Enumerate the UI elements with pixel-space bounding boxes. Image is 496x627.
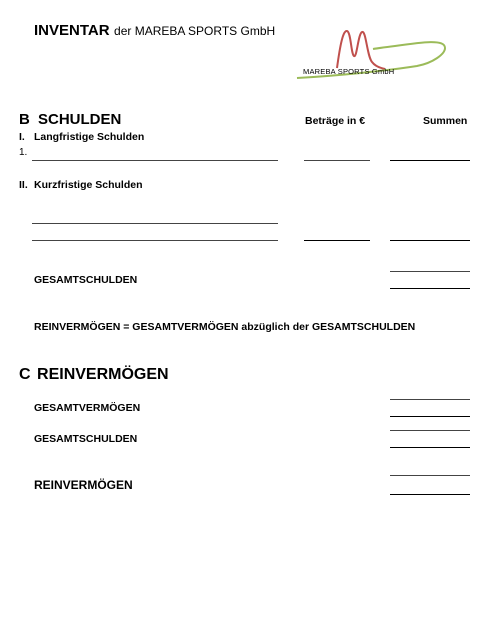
c-total-assets-label: GESAMTVERMÖGEN bbox=[34, 402, 141, 414]
entry-line-short-2 bbox=[32, 240, 278, 241]
company-logo bbox=[295, 28, 450, 84]
sum-line-2 bbox=[390, 240, 470, 241]
total-line-top bbox=[390, 271, 470, 272]
c-net-assets-label: REINVERMÖGEN bbox=[34, 478, 133, 492]
subsection-1-label: Langfristige Schulden bbox=[34, 131, 145, 143]
total-debts-label: GESAMTSCHULDEN bbox=[34, 274, 138, 286]
logo-text: MAREBA SPORTS GmbH bbox=[303, 67, 395, 76]
subsection-2-label: Kurzfristige Schulden bbox=[34, 179, 143, 191]
subsection-2-number: II. bbox=[19, 179, 28, 191]
item-1-number: 1. bbox=[19, 147, 28, 158]
entry-line-short-1 bbox=[32, 223, 278, 224]
section-b-heading bbox=[19, 111, 121, 128]
amount-line-2 bbox=[304, 240, 370, 241]
column-header-amounts: Beträge in € bbox=[305, 115, 366, 127]
net-assets-formula: REINVERMÖGEN = GESAMTVERMÖGEN abzüglich der GESAMTSCHULDEN bbox=[34, 321, 416, 333]
sum-line-1 bbox=[390, 160, 470, 161]
subsection-1-number: I. bbox=[19, 131, 25, 143]
column-header-sums: Summen bbox=[423, 115, 468, 127]
entry-line-long-1 bbox=[32, 160, 278, 161]
c-row3-line-top bbox=[390, 475, 470, 476]
section-c-letter: C bbox=[19, 366, 31, 383]
c-row1-line-bottom bbox=[390, 416, 470, 417]
c-row2-line-top bbox=[390, 430, 470, 431]
total-line-bottom bbox=[390, 288, 470, 289]
document-title bbox=[34, 22, 275, 40]
section-c-title: REINVERMÖGEN bbox=[37, 366, 169, 383]
c-row1-line-top bbox=[390, 399, 470, 400]
title-bold: INVENTAR bbox=[34, 22, 110, 39]
title-rest: der MAREBA SPORTS GmbH bbox=[114, 24, 276, 38]
c-row2-line-bottom bbox=[390, 447, 470, 448]
c-row3-line-bottom bbox=[390, 494, 470, 495]
amount-line-1 bbox=[304, 160, 370, 161]
section-b-title: SCHULDEN bbox=[38, 111, 122, 128]
c-total-debts-label: GESAMTSCHULDEN bbox=[34, 433, 138, 445]
section-c-heading bbox=[19, 366, 169, 384]
section-b-letter: B bbox=[19, 111, 30, 128]
